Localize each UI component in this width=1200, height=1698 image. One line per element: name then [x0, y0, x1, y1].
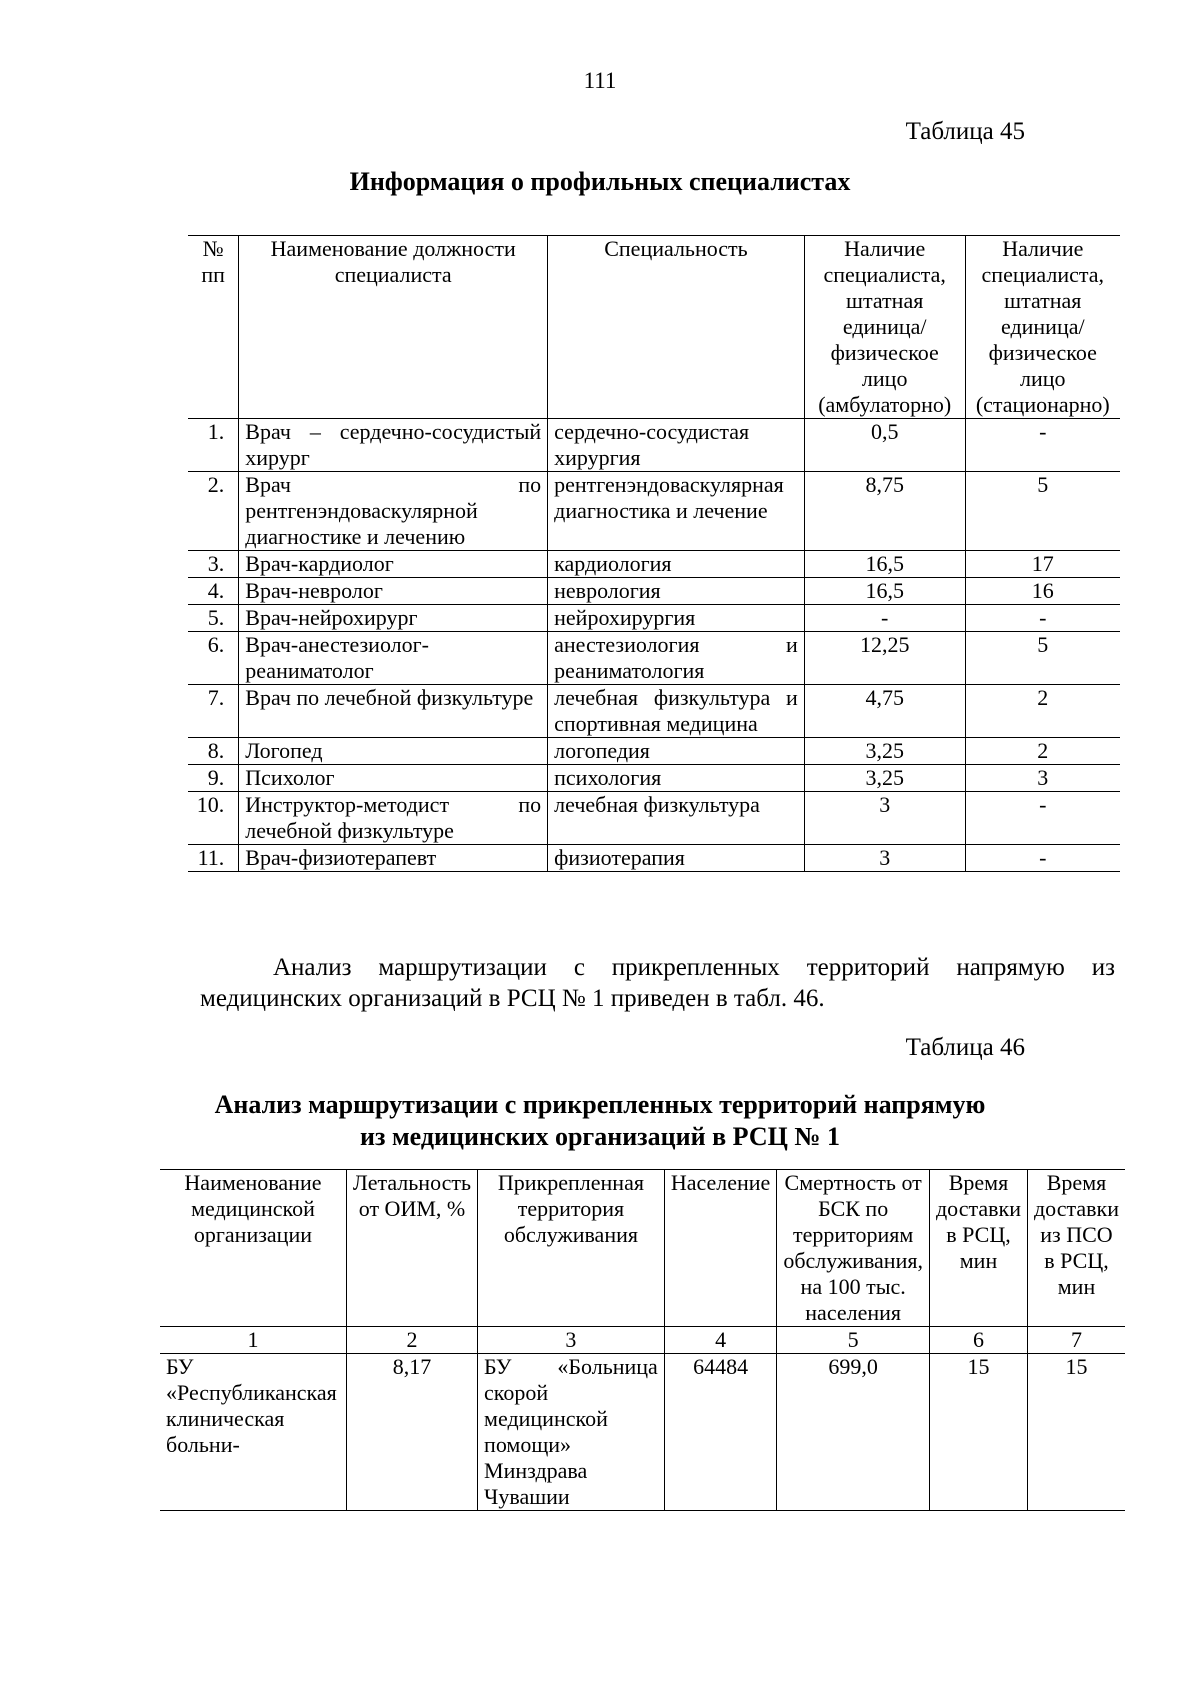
lethality-cell: 8,17 [346, 1354, 477, 1511]
position-cell: Инструктор-методист по лечебной физкультуре [239, 792, 548, 845]
specialists-table [188, 235, 1120, 872]
table46-title-line2: из медицинских организаций в РСЦ № 1 [360, 1122, 840, 1151]
specialty-cell: логопедия [548, 738, 805, 765]
table45-label: Таблица 45 [905, 118, 1025, 145]
delivery-time-cell: 15 [929, 1354, 1027, 1511]
table45-title: Информация о профильных специалистах [349, 167, 851, 196]
delivery-pso-cell: 15 [1027, 1354, 1125, 1511]
column-number: 3 [478, 1327, 665, 1354]
table-row [188, 632, 1120, 685]
ambulatory-cell: 8,75 [804, 472, 965, 551]
specialty-cell: психология [548, 765, 805, 792]
header-cell: Наличие специалиста, штатная единица/ физическое лицо (амбулаторно) [804, 236, 965, 419]
mortality-cell: 699,0 [777, 1354, 930, 1511]
column-number: 2 [346, 1327, 477, 1354]
table-row [188, 765, 1120, 792]
header-cell: Летальность от ОИМ, % [346, 1170, 477, 1327]
position-cell: Логопед [239, 738, 548, 765]
position-cell: Врач – сердечно-сосудистый хирург [239, 419, 548, 472]
row-number: 3. [188, 551, 239, 578]
header-cell: Наличие специалиста, штатная единица/ физическое лицо (стационарно) [965, 236, 1120, 419]
row-number: 2. [188, 472, 239, 551]
specialty-cell: неврология [548, 578, 805, 605]
table-row [188, 472, 1120, 551]
stationary-cell: 5 [965, 472, 1120, 551]
population-cell: 64484 [664, 1354, 777, 1511]
ambulatory-cell: 3 [804, 792, 965, 845]
table-row [188, 792, 1120, 845]
table46-label: Таблица 46 [905, 1034, 1025, 1061]
row-number: 5. [188, 605, 239, 632]
specialty-cell: кардиология [548, 551, 805, 578]
column-number: 1 [160, 1327, 346, 1354]
stationary-cell: - [965, 845, 1120, 872]
header-cell: Население [664, 1170, 777, 1327]
row-number: 4. [188, 578, 239, 605]
stationary-cell: 2 [965, 685, 1120, 738]
column-number: 6 [929, 1327, 1027, 1354]
position-cell: Врач-физиотерапевт [239, 845, 548, 872]
header-cell: Специальность [548, 236, 805, 419]
stationary-cell: - [965, 605, 1120, 632]
row-number: 10. [188, 792, 239, 845]
table-header-row [188, 236, 1120, 419]
column-number: 4 [664, 1327, 777, 1354]
organization-cell: БУ «Республиканская клиническая больни- [160, 1354, 346, 1511]
stationary-cell: 2 [965, 738, 1120, 765]
specialty-cell: лечебная физкультура и спортивная медицина [548, 685, 805, 738]
row-number: 11. [188, 845, 239, 872]
row-number: 8. [188, 738, 239, 765]
column-number: 5 [777, 1327, 930, 1354]
table-row [188, 578, 1120, 605]
column-number-row [160, 1327, 1125, 1354]
row-number: 7. [188, 685, 239, 738]
body-paragraph: Анализ маршрутизации с прикрепленных территорий напрямую из медицинских организаций в РСЦ № 1 приведен в табл. 46. [200, 954, 1115, 1012]
row-number: 1. [188, 419, 239, 472]
table-row [188, 605, 1120, 632]
specialty-cell: лечебная физкультура [548, 792, 805, 845]
table-row [160, 1354, 1125, 1511]
stationary-cell: 16 [965, 578, 1120, 605]
table-header-row [160, 1170, 1125, 1327]
header-cell: Наименование должности специалиста [239, 236, 548, 419]
specialty-cell: нейрохирургия [548, 605, 805, 632]
table-row [188, 551, 1120, 578]
page-number: 111 [583, 68, 617, 93]
ambulatory-cell: 4,75 [804, 685, 965, 738]
header-cell: Прикрепленная территория обслуживания [478, 1170, 665, 1327]
table-row [188, 419, 1120, 472]
position-cell: Врач-нейрохирург [239, 605, 548, 632]
table-row [188, 845, 1120, 872]
ambulatory-cell: - [804, 605, 965, 632]
stationary-cell: - [965, 792, 1120, 845]
stationary-cell: 3 [965, 765, 1120, 792]
ambulatory-cell: 12,25 [804, 632, 965, 685]
specialty-cell: анестезиология и реаниматология [548, 632, 805, 685]
header-cell: Смертность от БСК по территориям обслуживания, на 100 тыс. населения [777, 1170, 930, 1327]
stationary-cell: 17 [965, 551, 1120, 578]
territory-cell: БУ «Больница скорой медицинской помощи» Минздрава Чувашии [478, 1354, 665, 1511]
stationary-cell: 5 [965, 632, 1120, 685]
routing-table [160, 1169, 1125, 1511]
ambulatory-cell: 3,25 [804, 738, 965, 765]
header-cell: Время доставки в РСЦ, мин [929, 1170, 1027, 1327]
specialty-cell: физиотерапия [548, 845, 805, 872]
specialty-cell: сердечно-сосудистая хирургия [548, 419, 805, 472]
stationary-cell: - [965, 419, 1120, 472]
specialty-cell: рентгенэндоваскулярная диагностика и лечение [548, 472, 805, 551]
table46-title: Анализ маршрутизации с прикрепленных территорий напрямую [214, 1090, 986, 1119]
position-cell: Врач-невролог [239, 578, 548, 605]
position-cell: Врач-кардиолог [239, 551, 548, 578]
position-cell: Врач-анестезиолог-реаниматолог [239, 632, 548, 685]
ambulatory-cell: 3 [804, 845, 965, 872]
header-cell: Время доставки из ПСО в РСЦ, мин [1027, 1170, 1125, 1327]
ambulatory-cell: 3,25 [804, 765, 965, 792]
header-cell: Наименование медицинской организации [160, 1170, 346, 1327]
table-row [188, 685, 1120, 738]
ambulatory-cell: 16,5 [804, 578, 965, 605]
position-cell: Врач по рентгенэндоваскулярной диагностике и лечению [239, 472, 548, 551]
column-number: 7 [1027, 1327, 1125, 1354]
row-number: 6. [188, 632, 239, 685]
position-cell: Психолог [239, 765, 548, 792]
position-cell: Врач по лечебной физкультуре [239, 685, 548, 738]
ambulatory-cell: 0,5 [804, 419, 965, 472]
row-number: 9. [188, 765, 239, 792]
table-row [188, 738, 1120, 765]
header-cell: № пп [188, 236, 239, 419]
ambulatory-cell: 16,5 [804, 551, 965, 578]
